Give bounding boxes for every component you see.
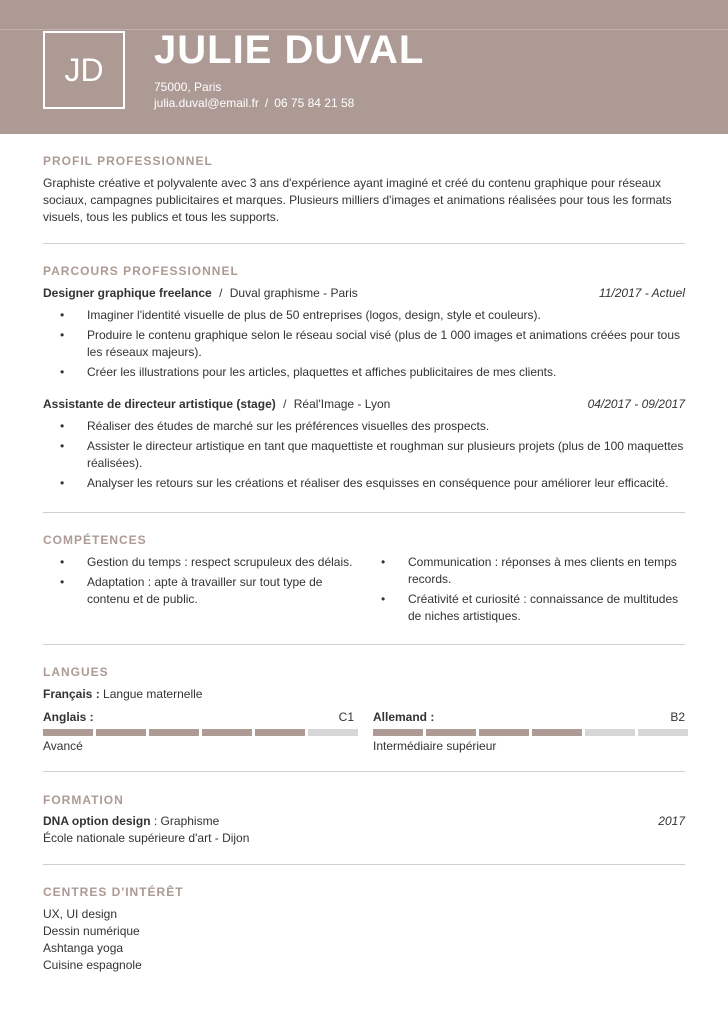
degree-year: 2017 [658,814,685,828]
level-segment [532,729,582,736]
language-level-bar [373,729,688,736]
language-level-code: B2 [670,710,685,724]
job-separator: / [219,286,223,300]
level-segment [308,729,358,736]
job-bullet: • Assister le directeur artistique en tant que maquettiste et roughman sur plusieurs projets (plus de 100 maquettes réalisées). [60,438,686,472]
contact-separator: / [264,96,269,110]
degree-field: : Graphisme [153,814,220,828]
language-level-code: C1 [338,710,354,724]
job-role: Designer graphique freelance [43,286,212,300]
interest-item: UX, UI design [43,907,118,921]
level-segment [585,729,635,736]
level-segment [202,729,252,736]
language-level-text: Intermédiaire supérieur [373,739,497,753]
profile-section-title: PROFIL PROFESSIONNEL [43,154,213,168]
language-name: Anglais : [43,710,94,724]
skills-list-right [381,554,687,628]
section-divider [43,512,685,513]
candidate-city: 75000, Paris [154,80,222,94]
email-text: julia.duval@email.fr [154,96,259,110]
degree-name: DNA option design [43,814,151,828]
contact-line [154,96,354,110]
language-level-bar [43,729,358,736]
job-dates: 04/2017 - 09/2017 [587,397,685,411]
profile-text: Graphiste créative et polyvalente avec 3 ans d'expérience ayant imaginé et créé du contenu graphique pour réseaux sociaux, campagnes publicitaires et marques. Plusieurs milliers d'images et animations réalisées pour tous les formats visuels, tous les publics et tous les supports. [43,176,672,224]
section-divider [43,771,685,772]
job-bullet: • Créer les illustrations pour les articles, plaquettes et affiches publicitaires de mes clients. [60,364,686,381]
section-divider [43,243,685,244]
job-heading [43,396,390,413]
job-separator: / [283,397,287,411]
degree-line [43,813,219,830]
phone-text: 06 75 84 21 58 [274,96,355,110]
job-bullet-list [60,418,686,495]
level-segment [426,729,476,736]
level-segment [43,729,93,736]
interest-item: Ashtanga yoga [43,941,124,955]
languages-section-title: LANGUES [43,665,109,679]
skill-item: • Gestion du temps : respect scrupuleux des délais. [60,554,362,571]
job-bullet: • Analyser les retours sur les créations et réaliser des esquisses en conséquence pour améliorer leur efficacité. [60,475,686,492]
school-name: École nationale supérieure d'art - Dijon [43,831,250,845]
level-segment [149,729,199,736]
job-bullet: • Réaliser des études de marché sur les préférences visuelles des prospects. [60,418,686,435]
job-heading [43,285,358,302]
skill-item: • Créativité et curiosité : connaissance de multitudes de niches artistiques. [381,591,687,625]
job-company: Réal'Image - Lyon [293,397,391,411]
level-segment [96,729,146,736]
experience-section-title: PARCOURS PROFESSIONNEL [43,264,239,278]
job-bullet-list [60,307,686,384]
interest-item: Dessin numérique [43,924,140,938]
skill-item: • Adaptation : apte à travailler sur tout type de contenu et de public. [60,574,362,608]
interests-section-title: CENTRES D'INTÉRÊT [43,885,184,899]
language-level-text: Avancé [43,739,83,753]
candidate-name: JULIE DUVAL [154,28,425,72]
level-segment [255,729,305,736]
job-bullet: • Imaginer l'identité visuelle de plus de 50 entreprises (logos, design, style et couleurs). [60,307,686,324]
job-company: Duval graphisme - Paris [229,286,358,300]
monogram-box: JD [43,31,125,109]
native-language-value: Langue maternelle [103,687,203,701]
section-divider [43,864,685,865]
level-segment [638,729,688,736]
skill-item: • Communication : réponses à mes clients en temps records. [381,554,687,588]
job-dates: 11/2017 - Actuel [598,286,685,300]
resume-header [0,0,728,134]
job-bullet: • Produire le contenu graphique selon le réseau social visé (plus de 1 000 images et animations créées pour tous les réseaux majeurs). [60,327,686,361]
section-divider [43,644,685,645]
language-name: Allemand : [373,710,435,724]
skills-list-left [60,554,362,611]
level-segment [479,729,529,736]
level-segment [373,729,423,736]
native-language-label: Français : [43,687,100,701]
education-section-title: FORMATION [43,793,124,807]
native-language [43,686,202,703]
interest-item: Cuisine espagnole [43,958,142,972]
skills-section-title: COMPÉTENCES [43,533,147,547]
job-role: Assistante de directeur artistique (stage) [43,397,276,411]
